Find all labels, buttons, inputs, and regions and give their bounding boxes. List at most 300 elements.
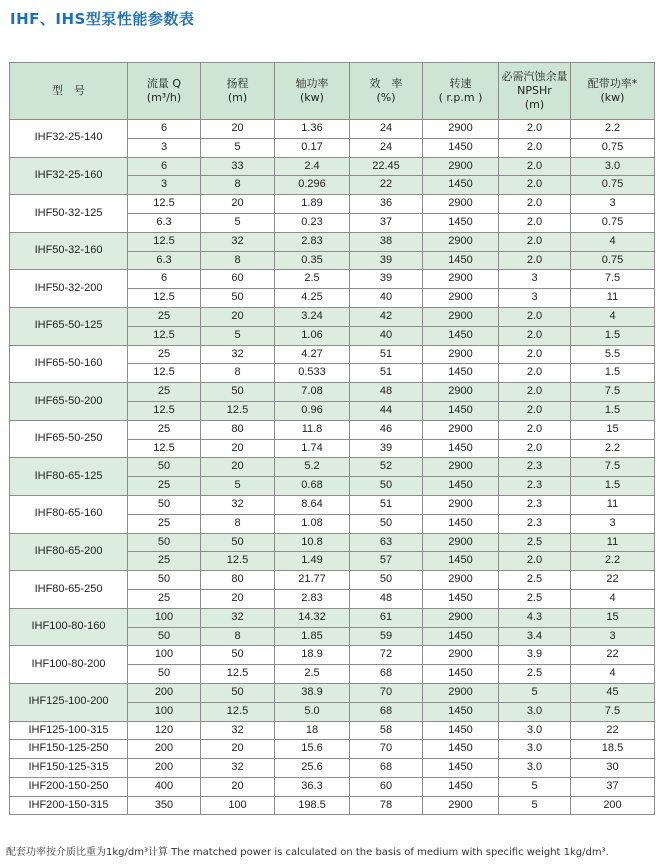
head-cell: 8 <box>201 627 275 646</box>
efficiency-cell: 52 <box>350 458 423 477</box>
flow-cell: 50 <box>128 458 201 477</box>
table-row <box>10 307 655 326</box>
head-cell: 8 <box>201 176 275 195</box>
npshr-cell: 5 <box>499 777 571 796</box>
head-cell: 32 <box>201 345 275 364</box>
efficiency-cell: 51 <box>350 364 423 383</box>
model-cell: IHF80-65-160 <box>10 495 128 533</box>
speed-cell: 1450 <box>423 364 499 383</box>
speed-cell: 2900 <box>423 345 499 364</box>
npshr-cell: 2.0 <box>499 326 571 345</box>
footnote: 配套功率按介质比重为1kg/dm³计算 The matched power is calculated on the basis of medium with specific weight 1kg/dm³. <box>6 847 609 858</box>
shaft-power-cell: 198.5 <box>275 796 350 815</box>
table-row <box>10 608 655 627</box>
efficiency-cell: 39 <box>350 270 423 289</box>
shaft-power-cell: 21.77 <box>275 571 350 590</box>
motor-power-cell: 4 <box>571 232 655 251</box>
shaft-power-cell: 1.74 <box>275 439 350 458</box>
shaft-power-cell: 0.96 <box>275 401 350 420</box>
head-cell: 20 <box>201 195 275 214</box>
speed-cell: 1450 <box>423 589 499 608</box>
npshr-cell: 2.5 <box>499 533 571 552</box>
flow-cell: 25 <box>128 552 201 571</box>
motor-power-cell: 1.5 <box>571 326 655 345</box>
head-cell: 50 <box>201 533 275 552</box>
shaft-power-cell: 36.3 <box>275 777 350 796</box>
npshr-cell: 2.3 <box>499 477 571 496</box>
motor-power-cell: 7.5 <box>571 270 655 289</box>
head-cell: 12.5 <box>201 702 275 721</box>
efficiency-cell: 22 <box>350 176 423 195</box>
table-row <box>10 777 655 796</box>
efficiency-cell: 70 <box>350 740 423 759</box>
speed-cell: 1450 <box>423 401 499 420</box>
shaft-power-cell: 0.23 <box>275 213 350 232</box>
flow-cell: 6 <box>128 270 201 289</box>
speed-cell: 2900 <box>423 533 499 552</box>
efficiency-cell: 46 <box>350 420 423 439</box>
head-cell: 50 <box>201 646 275 665</box>
flow-cell: 12.5 <box>128 326 201 345</box>
motor-power-cell: 3 <box>571 627 655 646</box>
head-cell: 12.5 <box>201 665 275 684</box>
flow-cell: 350 <box>128 796 201 815</box>
speed-cell: 2900 <box>423 683 499 702</box>
speed-cell: 1450 <box>423 213 499 232</box>
model-cell: IHF150-125-315 <box>10 759 128 778</box>
efficiency-cell: 48 <box>350 589 423 608</box>
head-cell: 32 <box>201 495 275 514</box>
speed-cell: 2900 <box>423 420 499 439</box>
efficiency-cell: 68 <box>350 702 423 721</box>
shaft-power-cell: 5.0 <box>275 702 350 721</box>
speed-cell: 2900 <box>423 157 499 176</box>
efficiency-cell: 39 <box>350 251 423 270</box>
shaft-power-cell: 5.2 <box>275 458 350 477</box>
model-cell: IHF50-32-125 <box>10 195 128 233</box>
npshr-cell: 3 <box>499 289 571 308</box>
flow-cell: 100 <box>128 646 201 665</box>
flow-cell: 12.5 <box>128 364 201 383</box>
table-row <box>10 458 655 477</box>
table-row <box>10 740 655 759</box>
header-head: 扬程 (m) <box>201 63 275 120</box>
efficiency-cell: 37 <box>350 213 423 232</box>
head-cell: 32 <box>201 232 275 251</box>
shaft-power-cell: 0.35 <box>275 251 350 270</box>
head-cell: 100 <box>201 796 275 815</box>
motor-power-cell: 1.5 <box>571 364 655 383</box>
npshr-cell: 2.3 <box>499 514 571 533</box>
speed-cell: 2900 <box>423 195 499 214</box>
flow-cell: 12.5 <box>128 232 201 251</box>
efficiency-cell: 51 <box>350 345 423 364</box>
motor-power-cell: 7.5 <box>571 383 655 402</box>
efficiency-cell: 51 <box>350 495 423 514</box>
motor-power-cell: 200 <box>571 796 655 815</box>
flow-cell: 3 <box>128 138 201 157</box>
header-flow: 流量 Q (m³/h) <box>128 63 201 120</box>
speed-cell: 1450 <box>423 552 499 571</box>
speed-cell: 1450 <box>423 176 499 195</box>
speed-cell: 1450 <box>423 740 499 759</box>
model-cell: IHF100-80-160 <box>10 608 128 646</box>
shaft-power-cell: 1.85 <box>275 627 350 646</box>
flow-cell: 50 <box>128 571 201 590</box>
motor-power-cell: 0.75 <box>571 251 655 270</box>
speed-cell: 2900 <box>423 495 499 514</box>
motor-power-cell: 11 <box>571 533 655 552</box>
motor-power-cell: 22 <box>571 721 655 740</box>
flow-cell: 100 <box>128 702 201 721</box>
npshr-cell: 2.3 <box>499 458 571 477</box>
flow-cell: 25 <box>128 477 201 496</box>
motor-power-cell: 11 <box>571 289 655 308</box>
flow-cell: 6.3 <box>128 213 201 232</box>
speed-cell: 2900 <box>423 232 499 251</box>
efficiency-cell: 59 <box>350 627 423 646</box>
shaft-power-cell: 2.4 <box>275 157 350 176</box>
head-cell: 32 <box>201 759 275 778</box>
efficiency-cell: 40 <box>350 326 423 345</box>
motor-power-cell: 3.0 <box>571 157 655 176</box>
efficiency-cell: 58 <box>350 721 423 740</box>
motor-power-cell: 1.5 <box>571 477 655 496</box>
shaft-power-cell: 0.533 <box>275 364 350 383</box>
npshr-cell: 2.3 <box>499 495 571 514</box>
model-cell: IHF32-25-140 <box>10 120 128 158</box>
efficiency-cell: 22.45 <box>350 157 423 176</box>
motor-power-cell: 37 <box>571 777 655 796</box>
head-cell: 8 <box>201 514 275 533</box>
flow-cell: 12.5 <box>128 289 201 308</box>
speed-cell: 2900 <box>423 289 499 308</box>
head-cell: 20 <box>201 777 275 796</box>
speed-cell: 1450 <box>423 777 499 796</box>
head-cell: 50 <box>201 289 275 308</box>
flow-cell: 6 <box>128 120 201 139</box>
flow-cell: 12.5 <box>128 439 201 458</box>
shaft-power-cell: 11.8 <box>275 420 350 439</box>
npshr-cell: 3.4 <box>499 627 571 646</box>
flow-cell: 12.5 <box>128 401 201 420</box>
head-cell: 20 <box>201 307 275 326</box>
motor-power-cell: 4 <box>571 665 655 684</box>
motor-power-cell: 15 <box>571 420 655 439</box>
speed-cell: 1450 <box>423 251 499 270</box>
speed-cell: 2900 <box>423 571 499 590</box>
model-cell: IHF80-65-250 <box>10 571 128 609</box>
head-cell: 33 <box>201 157 275 176</box>
model-cell: IHF65-50-200 <box>10 383 128 421</box>
table-row <box>10 120 655 139</box>
speed-cell: 1450 <box>423 439 499 458</box>
head-cell: 60 <box>201 270 275 289</box>
motor-power-cell: 4 <box>571 589 655 608</box>
shaft-power-cell: 25.6 <box>275 759 350 778</box>
flow-cell: 6 <box>128 157 201 176</box>
npshr-cell: 2.0 <box>499 307 571 326</box>
shaft-power-cell: 2.83 <box>275 589 350 608</box>
speed-cell: 1450 <box>423 514 499 533</box>
page-title: IHF、IHS型泵性能参数表 <box>10 10 195 28</box>
speed-cell: 1450 <box>423 138 499 157</box>
head-cell: 50 <box>201 383 275 402</box>
efficiency-cell: 60 <box>350 777 423 796</box>
model-cell: IHF50-32-160 <box>10 232 128 270</box>
table-row <box>10 420 655 439</box>
model-cell: IHF65-50-250 <box>10 420 128 458</box>
shaft-power-cell: 18.9 <box>275 646 350 665</box>
efficiency-cell: 24 <box>350 138 423 157</box>
npshr-cell: 4.3 <box>499 608 571 627</box>
efficiency-cell: 68 <box>350 759 423 778</box>
efficiency-cell: 42 <box>350 307 423 326</box>
head-cell: 32 <box>201 608 275 627</box>
model-cell: IHF125-100-315 <box>10 721 128 740</box>
head-cell: 32 <box>201 721 275 740</box>
speed-cell: 1450 <box>423 759 499 778</box>
flow-cell: 25 <box>128 383 201 402</box>
npshr-cell: 3.0 <box>499 721 571 740</box>
npshr-cell: 2.5 <box>499 571 571 590</box>
speed-cell: 2900 <box>423 458 499 477</box>
head-cell: 80 <box>201 571 275 590</box>
motor-power-cell: 22 <box>571 571 655 590</box>
shaft-power-cell: 1.08 <box>275 514 350 533</box>
npshr-cell: 2.0 <box>499 232 571 251</box>
head-cell: 80 <box>201 420 275 439</box>
shaft-power-cell: 1.49 <box>275 552 350 571</box>
efficiency-cell: 38 <box>350 232 423 251</box>
head-cell: 5 <box>201 477 275 496</box>
npshr-cell: 2.0 <box>499 213 571 232</box>
motor-power-cell: 22 <box>571 646 655 665</box>
flow-cell: 50 <box>128 495 201 514</box>
motor-power-cell: 0.75 <box>571 176 655 195</box>
table-row <box>10 721 655 740</box>
flow-cell: 50 <box>128 533 201 552</box>
header-motor-power: 配带功率* (kw) <box>571 63 655 120</box>
head-cell: 20 <box>201 439 275 458</box>
speed-cell: 1450 <box>423 326 499 345</box>
header-npshr: 必需汽蚀余量 NPSHr (m) <box>499 63 571 120</box>
shaft-power-cell: 4.25 <box>275 289 350 308</box>
flow-cell: 400 <box>128 777 201 796</box>
table-row <box>10 157 655 176</box>
flow-cell: 3 <box>128 176 201 195</box>
flow-cell: 12.5 <box>128 195 201 214</box>
table-row <box>10 195 655 214</box>
npshr-cell: 2.0 <box>499 439 571 458</box>
table-body <box>10 120 655 815</box>
model-cell: IHF65-50-125 <box>10 307 128 345</box>
flow-cell: 200 <box>128 759 201 778</box>
speed-cell: 2900 <box>423 646 499 665</box>
speed-cell: 2900 <box>423 608 499 627</box>
motor-power-cell: 18.5 <box>571 740 655 759</box>
table-row <box>10 571 655 590</box>
shaft-power-cell: 7.08 <box>275 383 350 402</box>
shaft-power-cell: 2.5 <box>275 270 350 289</box>
motor-power-cell: 3 <box>571 514 655 533</box>
speed-cell: 1450 <box>423 477 499 496</box>
table-row <box>10 232 655 251</box>
shaft-power-cell: 0.68 <box>275 477 350 496</box>
shaft-power-cell: 15.6 <box>275 740 350 759</box>
pump-performance-table <box>9 62 655 815</box>
npshr-cell: 2.0 <box>499 345 571 364</box>
shaft-power-cell: 2.83 <box>275 232 350 251</box>
speed-cell: 2900 <box>423 307 499 326</box>
npshr-cell: 2.0 <box>499 420 571 439</box>
shaft-power-cell: 10.8 <box>275 533 350 552</box>
motor-power-cell: 30 <box>571 759 655 778</box>
table-row <box>10 796 655 815</box>
shaft-power-cell: 18 <box>275 721 350 740</box>
motor-power-cell: 3 <box>571 195 655 214</box>
motor-power-cell: 2.2 <box>571 120 655 139</box>
motor-power-cell: 0.75 <box>571 138 655 157</box>
head-cell: 5 <box>201 326 275 345</box>
efficiency-cell: 70 <box>350 683 423 702</box>
efficiency-cell: 68 <box>350 665 423 684</box>
npshr-cell: 2.0 <box>499 383 571 402</box>
efficiency-cell: 24 <box>350 120 423 139</box>
shaft-power-cell: 2.5 <box>275 665 350 684</box>
motor-power-cell: 15 <box>571 608 655 627</box>
npshr-cell: 5 <box>499 683 571 702</box>
header-shaft-power: 轴功率 (kw) <box>275 63 350 120</box>
efficiency-cell: 36 <box>350 195 423 214</box>
head-cell: 20 <box>201 458 275 477</box>
flow-cell: 6.3 <box>128 251 201 270</box>
speed-cell: 2900 <box>423 796 499 815</box>
flow-cell: 200 <box>128 683 201 702</box>
shaft-power-cell: 3.24 <box>275 307 350 326</box>
npshr-cell: 2.0 <box>499 195 571 214</box>
speed-cell: 1450 <box>423 721 499 740</box>
motor-power-cell: 4 <box>571 307 655 326</box>
shaft-power-cell: 0.17 <box>275 138 350 157</box>
flow-cell: 100 <box>128 608 201 627</box>
flow-cell: 25 <box>128 420 201 439</box>
model-cell: IHF50-32-200 <box>10 270 128 308</box>
npshr-cell: 3.0 <box>499 740 571 759</box>
npshr-cell: 3 <box>499 270 571 289</box>
model-cell: IHF200-150-315 <box>10 796 128 815</box>
flow-cell: 120 <box>128 721 201 740</box>
efficiency-cell: 40 <box>350 289 423 308</box>
shaft-power-cell: 1.36 <box>275 120 350 139</box>
head-cell: 12.5 <box>201 401 275 420</box>
speed-cell: 1450 <box>423 665 499 684</box>
npshr-cell: 2.0 <box>499 157 571 176</box>
model-cell: IHF65-50-160 <box>10 345 128 383</box>
efficiency-cell: 50 <box>350 477 423 496</box>
flow-cell: 25 <box>128 514 201 533</box>
motor-power-cell: 2.2 <box>571 552 655 571</box>
head-cell: 20 <box>201 740 275 759</box>
shaft-power-cell: 0.296 <box>275 176 350 195</box>
motor-power-cell: 2.2 <box>571 439 655 458</box>
speed-cell: 1450 <box>423 702 499 721</box>
head-cell: 8 <box>201 251 275 270</box>
npshr-cell: 5 <box>499 796 571 815</box>
flow-cell: 200 <box>128 740 201 759</box>
npshr-cell: 2.0 <box>499 138 571 157</box>
table-row <box>10 533 655 552</box>
speed-cell: 2900 <box>423 383 499 402</box>
npshr-cell: 3.0 <box>499 759 571 778</box>
npshr-cell: 2.0 <box>499 120 571 139</box>
npshr-cell: 2.0 <box>499 251 571 270</box>
shaft-power-cell: 4.27 <box>275 345 350 364</box>
head-cell: 8 <box>201 364 275 383</box>
motor-power-cell: 7.5 <box>571 702 655 721</box>
model-cell: IHF200-150-250 <box>10 777 128 796</box>
efficiency-cell: 78 <box>350 796 423 815</box>
flow-cell: 25 <box>128 307 201 326</box>
motor-power-cell: 11 <box>571 495 655 514</box>
motor-power-cell: 1.5 <box>571 401 655 420</box>
head-cell: 20 <box>201 120 275 139</box>
npshr-cell: 2.0 <box>499 401 571 420</box>
speed-cell: 1450 <box>423 627 499 646</box>
motor-power-cell: 45 <box>571 683 655 702</box>
head-cell: 5 <box>201 138 275 157</box>
motor-power-cell: 7.5 <box>571 458 655 477</box>
shaft-power-cell: 14.32 <box>275 608 350 627</box>
efficiency-cell: 39 <box>350 439 423 458</box>
flow-cell: 50 <box>128 627 201 646</box>
efficiency-cell: 63 <box>350 533 423 552</box>
table-row <box>10 345 655 364</box>
efficiency-cell: 48 <box>350 383 423 402</box>
speed-cell: 2900 <box>423 270 499 289</box>
model-cell: IHF150-125-250 <box>10 740 128 759</box>
flow-cell: 25 <box>128 345 201 364</box>
header-efficiency: 效 率 (%) <box>350 63 423 120</box>
npshr-cell: 2.0 <box>499 176 571 195</box>
shaft-power-cell: 1.89 <box>275 195 350 214</box>
header-model: 型 号 <box>10 63 128 120</box>
efficiency-cell: 50 <box>350 514 423 533</box>
head-cell: 20 <box>201 589 275 608</box>
efficiency-cell: 44 <box>350 401 423 420</box>
table-row <box>10 495 655 514</box>
npshr-cell: 3.9 <box>499 646 571 665</box>
model-cell: IHF100-80-200 <box>10 646 128 684</box>
table-row <box>10 646 655 665</box>
efficiency-cell: 50 <box>350 571 423 590</box>
npshr-cell: 2.0 <box>499 552 571 571</box>
efficiency-cell: 61 <box>350 608 423 627</box>
head-cell: 50 <box>201 683 275 702</box>
efficiency-cell: 72 <box>350 646 423 665</box>
npshr-cell: 3.0 <box>499 702 571 721</box>
head-cell: 5 <box>201 213 275 232</box>
flow-cell: 25 <box>128 589 201 608</box>
table-row <box>10 759 655 778</box>
shaft-power-cell: 8.64 <box>275 495 350 514</box>
efficiency-cell: 57 <box>350 552 423 571</box>
table-row <box>10 683 655 702</box>
header-speed: 转速 ( r.p.m ) <box>423 63 499 120</box>
model-cell: IHF80-65-200 <box>10 533 128 571</box>
speed-cell: 2900 <box>423 120 499 139</box>
table-row <box>10 383 655 402</box>
